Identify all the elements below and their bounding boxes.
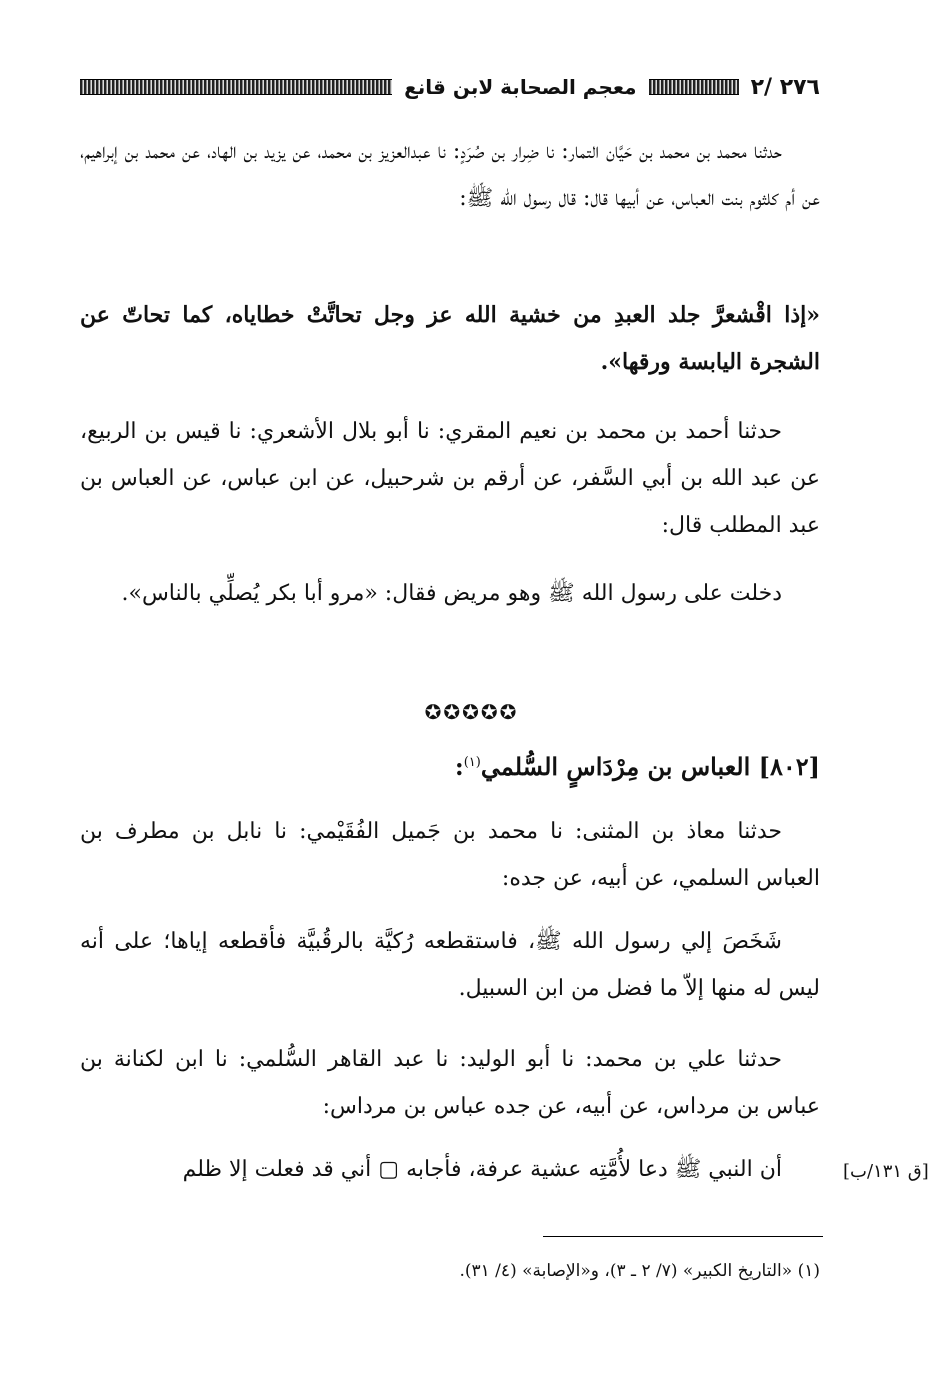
paragraph-text: دخلت على رسول الله ﷺ وهو مريض فقال: «مرو أبا بكر يُصلِّي بالناس». [121, 581, 782, 606]
hadith-isnad-paragraph [80, 1036, 820, 1130]
footnote-divider [543, 1236, 823, 1237]
hadith-isnad-paragraph [80, 128, 820, 222]
paragraph-text: حدثنا محمد بن محمد بن حَيَّان التمار: نا ضِرار بن صُرَدٍ: نا عبدالعزيز بن محمد، عن يزيد بن الهاد، عن محمد بن إبراهيم، عن أم كلثوم بنت العباس، عن أبيها قال: قال رسول الله ﷺ: [80, 139, 820, 211]
paragraph-text: حدثنا معاذ بن المثنى: نا محمد بن جَميل الفُقَيْمي: نا نابل بن مطرف بن العباس السلمي، عن أبيه، عن جده: [80, 819, 820, 891]
entry-heading-text: [٨٠٢] العباس بن مِرْدَاسٍ السُّلمي [480, 752, 820, 781]
hadith-matn-paragraph [80, 292, 820, 386]
entry-heading-suffix: : [454, 752, 464, 781]
paragraph-text: حدثنا علي بن محمد: نا أبو الوليد: نا عبد القاهر السُّلمي: نا ابن لكنانة بن عباس بن مرداس، عن أبيه، عن جده عباس بن مرداس: [80, 1047, 820, 1119]
paragraph-text: حدثنا أحمد بن محمد بن نعيم المقري: نا أبو بلال الأشعري: نا قيس بن الربيع، عن عبد الله بن أبي السَّفر، عن أرقم بن شرحبيل، عن ابن عباس، عن العباس بن عبد المطلب قال: [80, 419, 820, 538]
hadith-isnad-paragraph [80, 808, 820, 902]
running-header [80, 72, 820, 102]
hadith-isnad-paragraph [80, 408, 820, 549]
paragraph-text: «إذا اقْشعرَّ جلد العبدِ من خشية الله عز وجل تحاتَّتْ خطاياه، كما تحاتّ عن الشجرة اليابسة ورقها». [80, 302, 820, 375]
footnote: (١) «التاريخ الكبير» (٧/ ٢ ـ ٣)، و«الإصابة» (٤/ ٣١). [459, 1261, 820, 1281]
header-ornament-bar [80, 79, 392, 95]
paragraph-text: أن النبي ﷺ دعا لأُمَّتِه عشية عرفة، فأجابه ▢ أني قد فعلت إلا ظلم [182, 1157, 782, 1182]
footnote-reference: (١) [463, 755, 481, 770]
paragraph-text: شَخَصَ إلي رسول الله ﷺ، فاستقطعه رُكيَّة بالرقُبيَّة فأقطعه إياها؛ على أنه ليس له منها إلاّ ما فضل من ابن السبيل. [80, 929, 820, 1001]
hadith-matn-paragraph [80, 918, 820, 1012]
page-number: ٢٧٦ /٢ [750, 74, 820, 100]
manuscript-folio-marker: [ق ١٣١/ب] [843, 1161, 929, 1182]
hadith-matn-paragraph [80, 1146, 820, 1193]
section-separator: ✪✪✪✪✪ [424, 700, 519, 724]
book-title: معجم الصحابة لابن قانع [404, 75, 637, 99]
hadith-matn-paragraph [80, 570, 820, 617]
entry-heading [80, 738, 820, 792]
header-ornament-bar [649, 79, 739, 95]
